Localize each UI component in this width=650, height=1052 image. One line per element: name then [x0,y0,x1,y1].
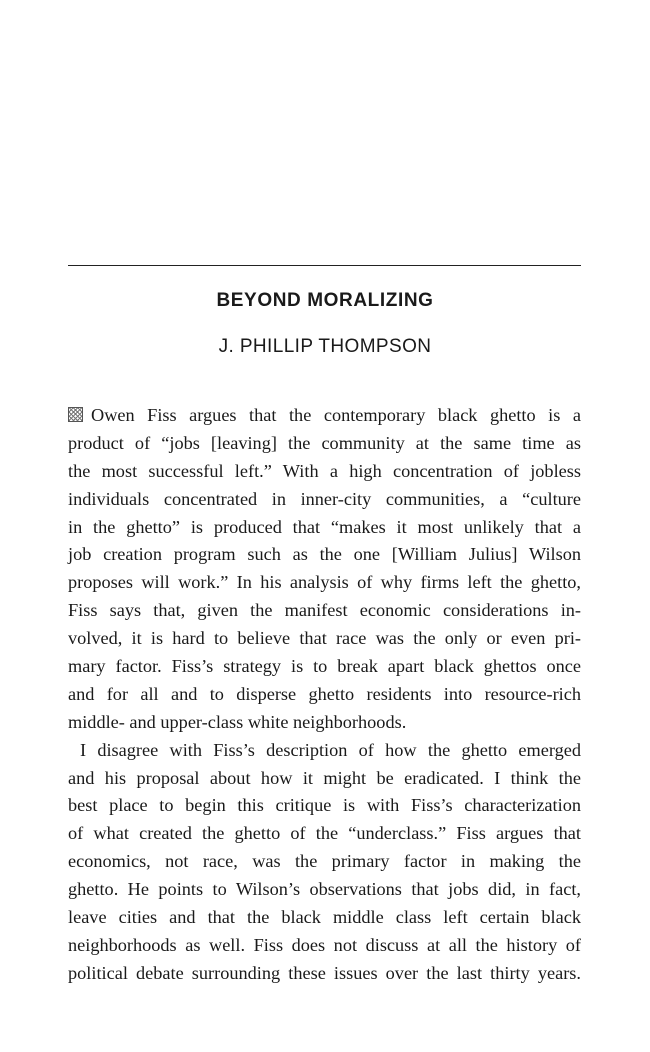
text-line: best place to begin this critique is with Fiss’s characterization [68,795,581,816]
text-line: Fiss says that, given the manifest economic considerations in- [68,600,581,621]
text-line: job creation program such as the one [William Julius] Wilson [68,544,581,565]
text-line: Owen Fiss argues that the contemporary black ghetto is a [68,402,581,430]
article-body [68,402,581,988]
text-line: I disagree with Fiss’s description of how the ghetto emerged [80,739,581,760]
text-line: in the ghetto” is produced that “makes it most unlikely that a [68,516,581,537]
top-rule [68,265,581,266]
paragraph-1 [68,402,581,737]
section-ornament-icon [68,407,83,422]
text-line: and for all and to disperse ghetto residents into resource-rich [68,683,581,704]
text-line: economics, not race, was the primary factor in making the [68,851,581,872]
article-title: BEYOND MORALIZING [216,290,434,311]
text-line: leave cities and that the black middle class left certain black [68,907,581,928]
text-line: the most successful left.” With a high concentration of jobless [68,460,581,481]
text-line: political debate surrounding these issues over the last thirty years. [68,962,581,983]
text-line: middle- and upper-class white neighborhoods. [68,711,407,732]
text-line: individuals concentrated in inner-city communities, a “culture [68,488,581,509]
text-line: ghetto. He points to Wilson’s observations that jobs did, in fact, [68,879,581,900]
paragraph-2 [68,737,581,988]
text-line: product of “jobs [leaving] the community at the same time as [68,432,581,453]
text-line: volved, it is hard to believe that race was the only or even pri- [68,628,581,649]
text-line: and his proposal about how it might be eradicated. I think the [68,767,581,788]
text-line: neighborhoods as well. Fiss does not discuss at all the history of [68,934,581,955]
text-line: proposes will work.” In his analysis of why firms left the ghetto, [68,572,581,593]
text-line: mary factor. Fiss’s strategy is to break apart black ghettos once [68,656,581,677]
article-author: J. PHILLIP THOMPSON [218,336,432,357]
text-line: of what created the ghetto of the “underclass.” Fiss argues that [68,823,581,844]
